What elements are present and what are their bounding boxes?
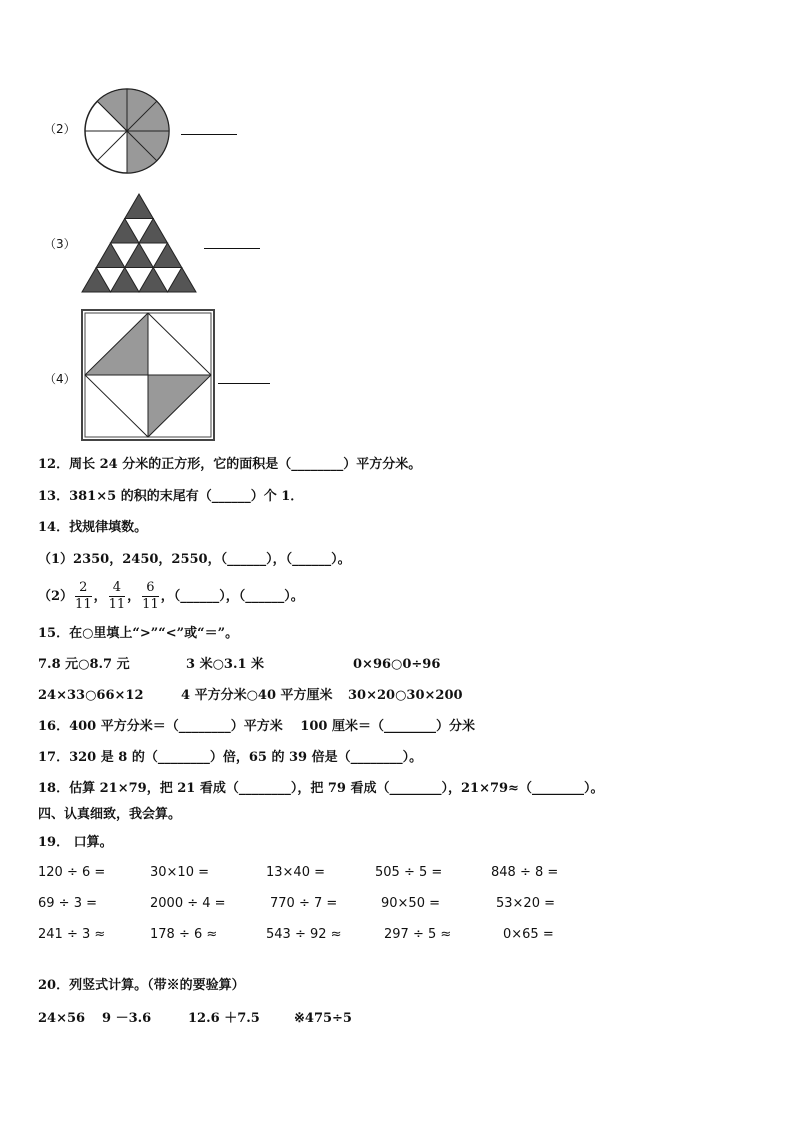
question-12: 12．周长 24 分米的正方形，它的面积是（________）平方分米。 [38,457,422,472]
compare-item: 7.8 元○8.7 元 [38,657,130,672]
fraction [109,580,126,613]
oral-calc-item: 241 ÷ 3 ≈ [38,927,106,942]
vertical-calc-item: 9 －3.6 [102,1011,152,1026]
question-20-title: 20．列竖式计算。（带※的要验算） [38,978,245,993]
vertical-calc-item: 24×56 [38,1011,86,1026]
question-15-title: 15．在○里填上“>”“<”或“＝”。 [38,626,239,641]
fraction-denominator: 11 [75,597,92,612]
question-17: 17．320 是 8 的（________）倍，65 的 39 倍是（________）。 [38,750,423,765]
section-4-heading: 四、认真细致，我会算。 [38,807,182,822]
question-19-title: 19． 口算。 [38,835,113,850]
compare-item: 4 平方分米○40 平方厘米 [181,688,333,703]
oral-calc-item: 69 ÷ 3 = [38,896,97,911]
oral-calc-item: 120 ÷ 6 = [38,865,106,880]
question-14-line-2 [38,578,304,616]
oral-calc-item: 30×10 = [150,865,210,880]
answer-line-4 [218,383,270,384]
oral-calc-item: 178 ÷ 6 ≈ [150,927,218,942]
circle-fraction-figure [82,86,172,176]
compare-item: 0×96○0÷96 [353,657,441,672]
oral-calc-item: 543 ÷ 92 ≈ [266,927,342,942]
oral-calc-item: 0×65 = [503,927,554,942]
oral-calc-item: 13×40 = [266,865,326,880]
question-13: 13．381×5 的积的末尾有（______）个 1． [38,489,304,504]
question-14-line-1: （1）2350，2450，2550，（______），（______）。 [38,552,351,567]
comma: ， [93,589,107,604]
compare-item: 30×20○30×200 [348,688,463,703]
fraction-denominator: 11 [142,597,159,612]
line-2-suffix: ，（______），（______）。 [160,589,304,604]
oral-calc-item: 90×50 = [381,896,441,911]
line-2-prefix: （2） [38,589,74,604]
fraction-denominator: 11 [108,597,126,612]
figure-3-label: （3） [44,237,76,251]
figure-2-label: （2） [44,122,76,136]
oral-calc-item: 505 ÷ 5 = [375,865,443,880]
oral-calc-item: 848 ÷ 8 = [491,865,559,880]
question-18: 18．估算 21×79，把 21 看成（________），把 79 看成（________），21×79≈（________）。 [38,781,604,796]
vertical-calc-item: ※475÷5 [294,1011,352,1026]
answer-line-3 [204,248,260,249]
triangle-fraction-figure [80,192,198,294]
fraction-numerator: 2 [75,580,92,597]
compare-item: 24×33○66×12 [38,688,144,703]
fraction [142,580,159,613]
figure-4-label: （4） [44,372,76,386]
fraction [75,580,92,613]
fraction-numerator: 6 [142,580,159,597]
question-16: 16．400 平方分米＝（________）平方米 100 厘米＝（________）分米 [38,719,475,734]
comma: ， [127,589,141,604]
question-14-title: 14．找规律填数。 [38,520,148,535]
compare-item: 3 米○3.1 米 [186,657,265,672]
answer-line-2 [181,134,237,135]
vertical-calc-item: 12.6 ＋7.5 [188,1011,260,1026]
oral-calc-item: 297 ÷ 5 ≈ [384,927,452,942]
oral-calc-item: 53×20 = [496,896,556,911]
oral-calc-item: 2000 ÷ 4 = [150,896,226,911]
fraction-numerator: 4 [109,580,126,597]
square-fraction-figure [80,308,216,442]
oral-calc-item: 770 ÷ 7 = [270,896,338,911]
